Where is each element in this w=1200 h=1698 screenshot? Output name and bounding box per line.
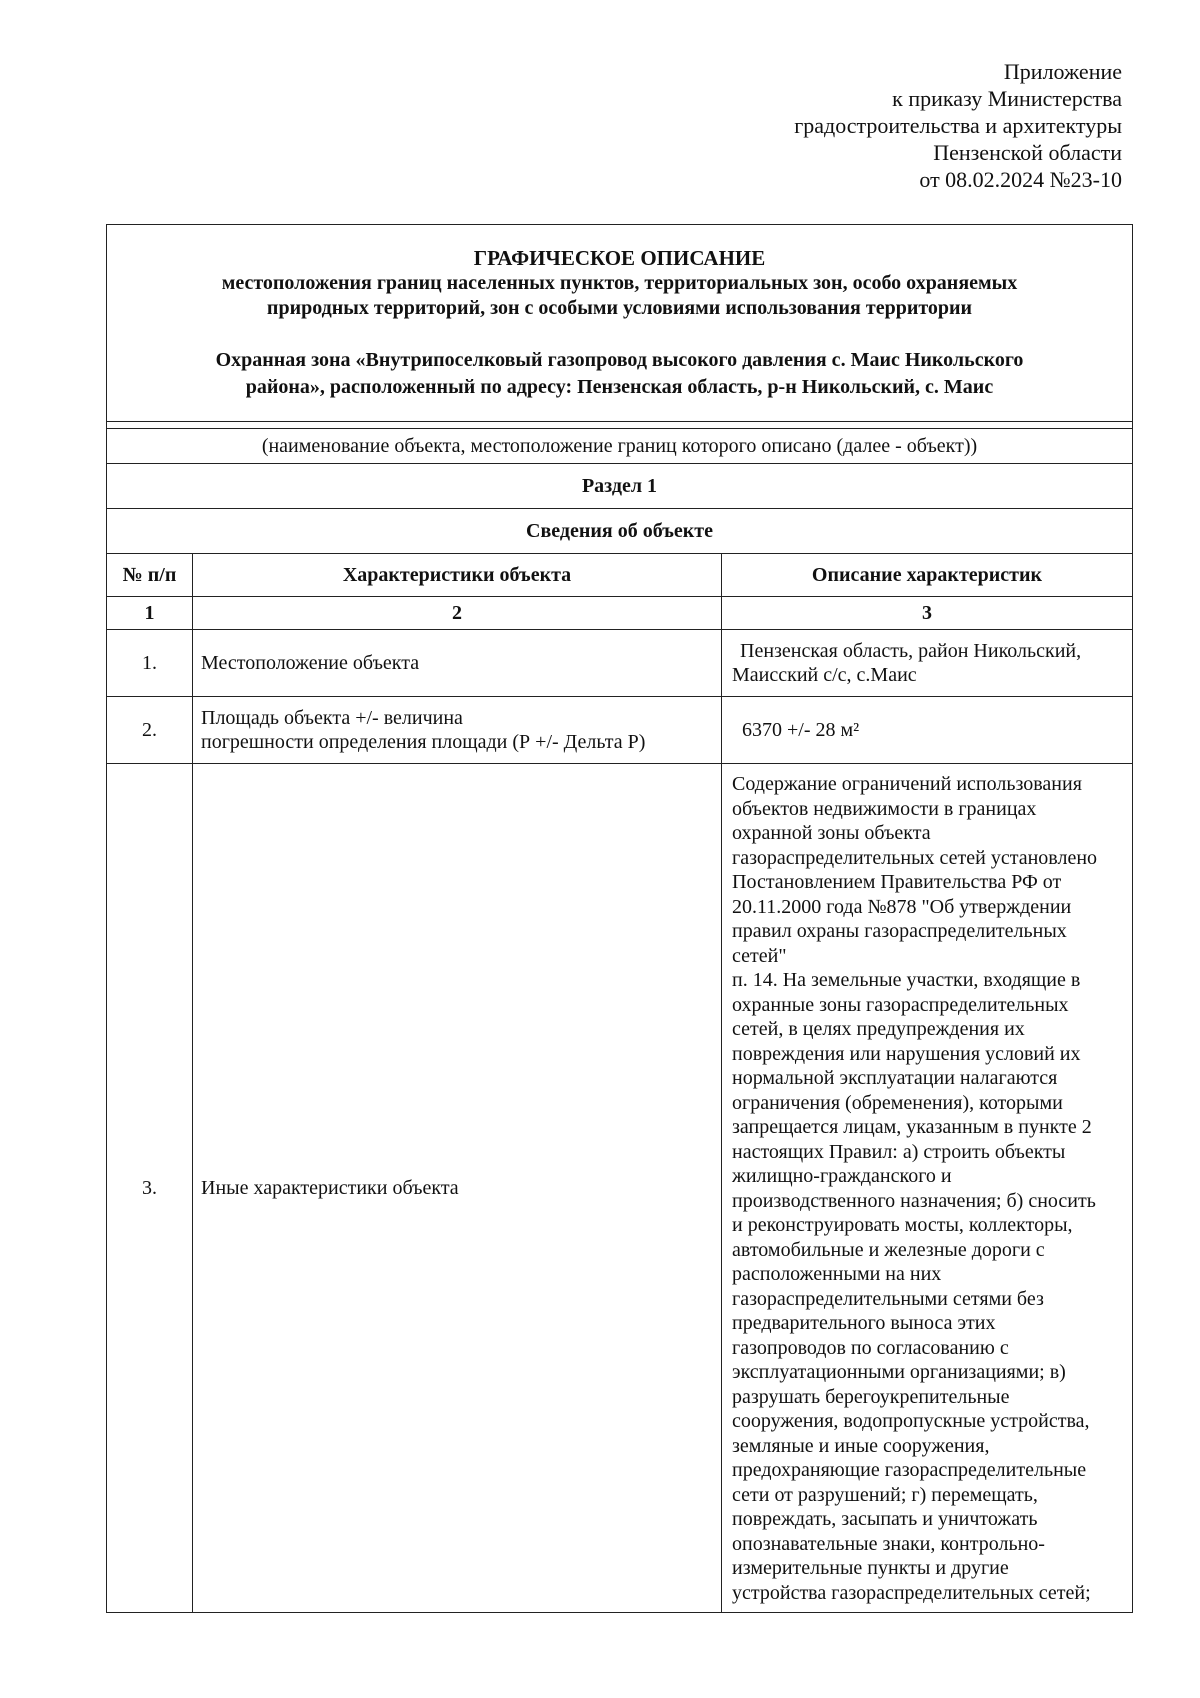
appendix-line: к приказу Министерства [892,86,1122,111]
section-title: Раздел 1 [107,464,1133,509]
description-line: эксплуатационными организациями; в) [732,1361,1066,1383]
description-line: сетей" [732,944,787,967]
column-number: 1 [107,597,193,630]
title-cell [107,225,1133,422]
description-line: Содержание ограничений использования [732,773,1082,795]
description-line: устройства газораспределительных сетей; [732,1581,1091,1604]
description-line: предварительного выноса этих [732,1312,996,1334]
description-line: земляные и иные сооружения, [732,1434,990,1457]
characteristic-line: погрешности определения площади (Р +/- Дельта Р) [201,731,646,753]
section-subtitle: Сведения об объекте [107,509,1133,554]
appendix-line: Пензенской области [933,140,1122,165]
header-description: Описание характеристик [722,554,1133,597]
description-line: правил охраны газораспределительных [732,920,1067,942]
description-line: ограничения (обременения), которыми [732,1091,1063,1114]
description-line: повреждать, засыпать и уничтожать [732,1508,1038,1530]
description-line: расположенными на них [732,1263,942,1285]
description-line: и реконструировать мосты, коллекторы, [732,1214,1073,1236]
column-number: 2 [193,597,722,630]
appendix-line: от 08.02.2024 №23-10 [919,167,1122,192]
row-description [722,697,1133,764]
description-line: запрещается лицам, указанным в пункте 2 [732,1116,1092,1138]
row-num: 2. [107,697,193,764]
row-characteristic: Местоположение объекта [193,630,722,697]
description-line: автомобильные и железные дороги с [732,1238,1045,1261]
object-line: района», расположенный по адресу: Пензенская область, р-н Никольский, с. Маис [245,376,994,398]
description-line: опознавательные знаки, контрольно- [732,1532,1045,1555]
row-num: 1. [107,630,193,697]
description-line: п. 14. На земельные участки, входящие в [732,969,1081,991]
description-line: газораспределительными сетями без [732,1287,1044,1310]
subtitle-line: местоположения границ населенных пунктов, территориальных зон, особо охраняемых [221,272,1018,294]
description-line: нормальной эксплуатации налагаются [732,1067,1058,1089]
description-line: предохраняющие газораспределительные [732,1459,1087,1481]
description-line: 20.11.2000 года №878 "Об утверждении [732,895,1072,918]
description-line: измерительные пункты и другие [732,1557,1009,1579]
table-row [107,697,1133,764]
description-line: охранной зоны объекта [732,822,931,844]
appendix-line: Приложение [1003,59,1122,84]
description-line: жилищно-гражданского и [732,1165,952,1187]
description-line: сетей, в целях предупреждения их [732,1018,1025,1040]
document-title: ГРАФИЧЕСКОЕ ОПИСАНИЕ [473,246,766,270]
column-number: 3 [722,597,1133,630]
description-line: охранные зоны газораспределительных [732,993,1069,1016]
blank-row [107,422,1133,429]
description-line: повреждения или нарушения условий их [732,1042,1081,1065]
area-value: 6370 +/- 28 м² [742,719,860,741]
object-name [107,347,1132,401]
row-num: 3. [107,764,193,1613]
description-table [106,224,1133,1613]
object-line: Охранная зона «Внутрипоселковый газопровод высокого давления с. Маис Никольского [215,349,1024,371]
description-line: разрушать берегоукрепительные [732,1385,1010,1408]
header-characteristic: Характеристики объекта [193,554,722,597]
description-line: сооружения, водопропускные устройства, [732,1410,1090,1432]
description-line: Пензенская область, район Никольский, [740,640,1082,662]
characteristic-line: Площадь объекта +/- величина [201,707,463,729]
description-line: производственного назначения; б) сносить [732,1189,1096,1212]
description-line: настоящих Правил: а) строить объекты [732,1140,1066,1163]
description-line: газораспределительных сетей установлено [732,846,1098,869]
appendix-line: градостроительства и архитектуры [794,113,1122,138]
restrictions-text [732,772,1126,1605]
row-description [722,630,1133,697]
row-characteristic: Иные характеристики объекта [193,764,722,1613]
row-characteristic [193,697,722,764]
description-line: Маисский с/с, с.Маис [732,664,917,686]
description-line: газопроводов по согласованию с [732,1336,1009,1359]
appendix-block [422,58,1122,193]
document-subtitle [107,271,1132,321]
object-caption: (наименование объекта, местоположение границ которого описано (далее - объект)) [107,429,1133,464]
table-row [107,764,1133,1613]
subtitle-line: природных территорий, зон с особыми условиями использования территории [266,297,973,319]
description-line: объектов недвижимости в границах [732,797,1037,820]
row-description [722,764,1133,1613]
table-row [107,630,1133,697]
description-line: Постановлением Правительства РФ от [732,871,1062,893]
description-line: сети от разрушений; г) перемещать, [732,1483,1038,1506]
header-num: № п/п [107,554,193,597]
